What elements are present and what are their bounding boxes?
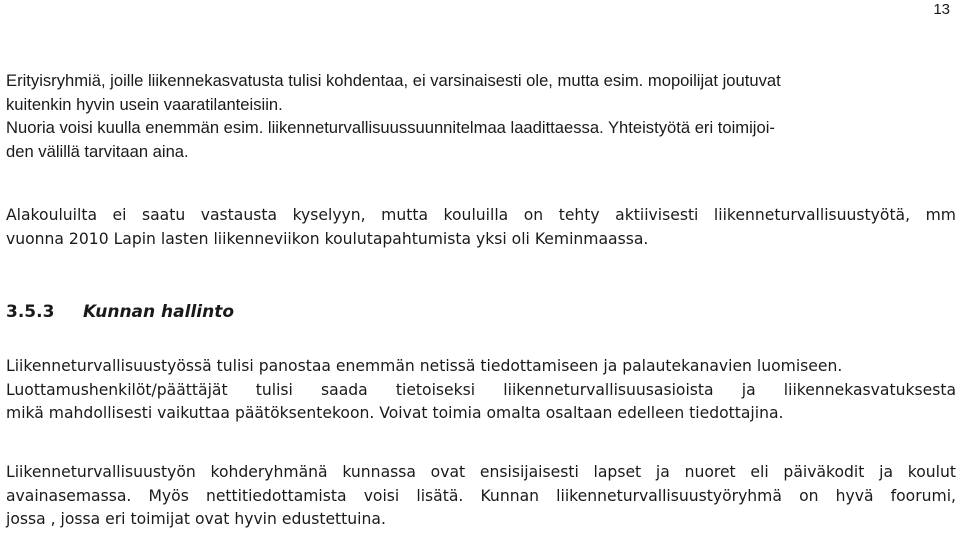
admin-para2-line-3: jossa , jossa eri toimijat ovat hyvin edustettuina. bbox=[6, 510, 386, 528]
admin-paragraph-2 bbox=[6, 461, 956, 532]
intro-line-2: kuitenkin hyvin usein vaaratilanteisiin. bbox=[6, 94, 283, 114]
schools-line-1: Alakouluilta ei saatu vastausta kyselyyn, mutta kouluilla on tehty aktiivisesti liikenneturvallisuustyötä, mm bbox=[6, 206, 956, 224]
admin-para1-line-3: mikä mahdollisesti vaikuttaa päätöksentekoon. Voivat toimia omalta osaltaan edelleen tiedottajina. bbox=[6, 404, 784, 422]
intro-line-4: den välillä tarvitaan aina. bbox=[6, 141, 189, 161]
admin-paragraph-1 bbox=[6, 355, 956, 426]
intro-line-1: Erityisryhmiä, joille liikennekasvatusta tulisi kohdentaa, ei varsinaisesti ole, mutta esim. mopoilijat joutuvat bbox=[6, 71, 781, 90]
section-heading bbox=[6, 300, 234, 324]
admin-para1-line-1: Liikenneturvallisuustyössä tulisi panostaa enemmän netissä tiedottamiseen ja palautekanavien luomiseen. bbox=[6, 357, 843, 375]
intro-paragraph bbox=[6, 69, 956, 163]
admin-para2-line-1: Liikenneturvallisuustyön kohderyhmänä kunnassa ovat ensisijaisesti lapset ja nuoret eli päiväkodit ja koulut bbox=[6, 463, 956, 481]
admin-para1-line-2: Luottamushenkilöt/päättäjät tulisi saada tietoiseksi liikenneturvallisuusasioista ja liikennekasvatuksesta bbox=[6, 380, 956, 399]
section-title: Kunnan hallinto bbox=[83, 302, 235, 322]
schools-paragraph bbox=[6, 204, 956, 251]
intro-line-3: Nuoria voisi kuulla enemmän esim. liikenneturvallisuussuunnitelmaa laadittaessa. Yhteistyötä eri toimijoi- bbox=[6, 118, 775, 137]
schools-line-2: vuonna 2010 Lapin lasten liikenneviikon koulutapahtumista yksi oli Keminmaassa. bbox=[6, 229, 649, 248]
section-number: 3.5.3 bbox=[6, 302, 55, 322]
admin-para2-line-2: avainasemassa. Myös nettitiedottamista voisi lisätä. Kunnan liikenneturvallisuustyöryhmä on hyvä foorumi, bbox=[6, 486, 956, 505]
page-number: 13 bbox=[933, 1, 950, 18]
